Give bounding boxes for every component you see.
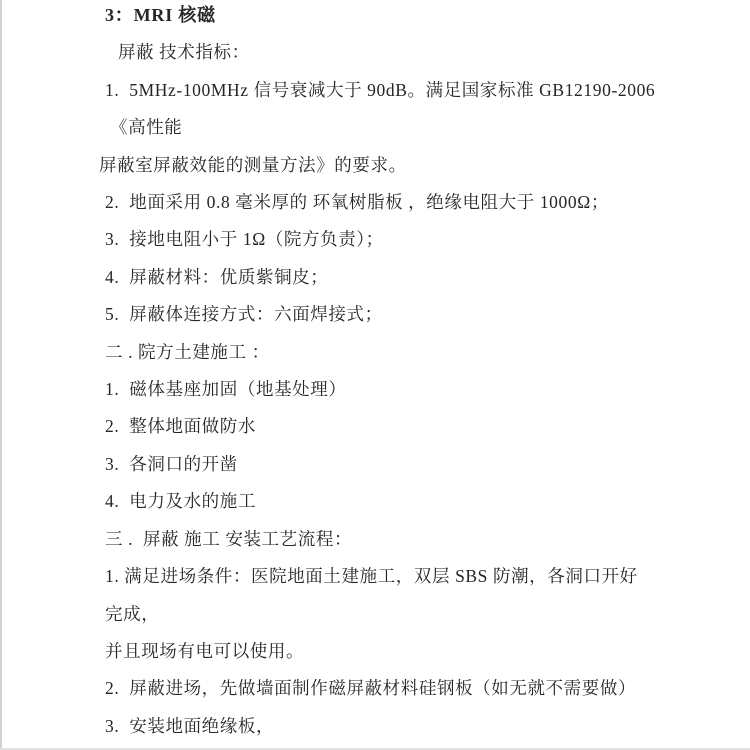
text-line: 完成， bbox=[105, 603, 160, 624]
list-item: 1. 5MHz-100MHz 信号衰减大于 90dB。满足国家标准 GB12190-2006 bbox=[105, 79, 656, 100]
list-item: 4. 电力及水的施工 bbox=[105, 491, 256, 512]
list-item: 3. 各洞口的开凿 bbox=[105, 453, 238, 474]
list-item: 2. 整体地面做防水 bbox=[105, 416, 256, 437]
section-heading: 三 . 屏蔽 施工 安装工艺流程： bbox=[105, 528, 353, 549]
list-item: 4. 屏蔽材料：优质紫铜皮； bbox=[105, 266, 329, 287]
list-item: 3. 接地电阻小于 1Ω（院方负责）； bbox=[105, 229, 384, 250]
list-item: 5. 屏蔽体连接方式：六面焊接式； bbox=[105, 304, 383, 325]
section-heading: 二 . 院方土建施工 ： bbox=[105, 341, 270, 362]
section-heading: 3：MRI 核磁 bbox=[105, 5, 216, 25]
text-line: 屏蔽 技术指标： bbox=[118, 42, 250, 63]
list-item: 3. 安装地面绝缘板， bbox=[105, 715, 275, 736]
text-line: 并且现场有电可以使用。 bbox=[105, 640, 305, 661]
list-item: 1. 磁体基座加固（地基处理） bbox=[105, 379, 347, 400]
text-line: 屏蔽室屏蔽效能的测量方法》的要求。 bbox=[99, 154, 407, 175]
list-item: 2. 地面采用 0.8 毫米厚的 环氧树脂板 ，绝缘电阻大于 1000Ω； bbox=[105, 192, 609, 213]
page-left-edge bbox=[0, 0, 2, 750]
list-item: 2. 屏蔽进场，先做墙面制作磁屏蔽材料硅钢板（如无就不需要做） bbox=[105, 678, 637, 699]
list-item: 1. 满足进场条件：医院地面土建施工，双层 SBS 防潮，各洞口开好 bbox=[105, 566, 638, 587]
text-line: 《高性能 bbox=[110, 117, 183, 138]
